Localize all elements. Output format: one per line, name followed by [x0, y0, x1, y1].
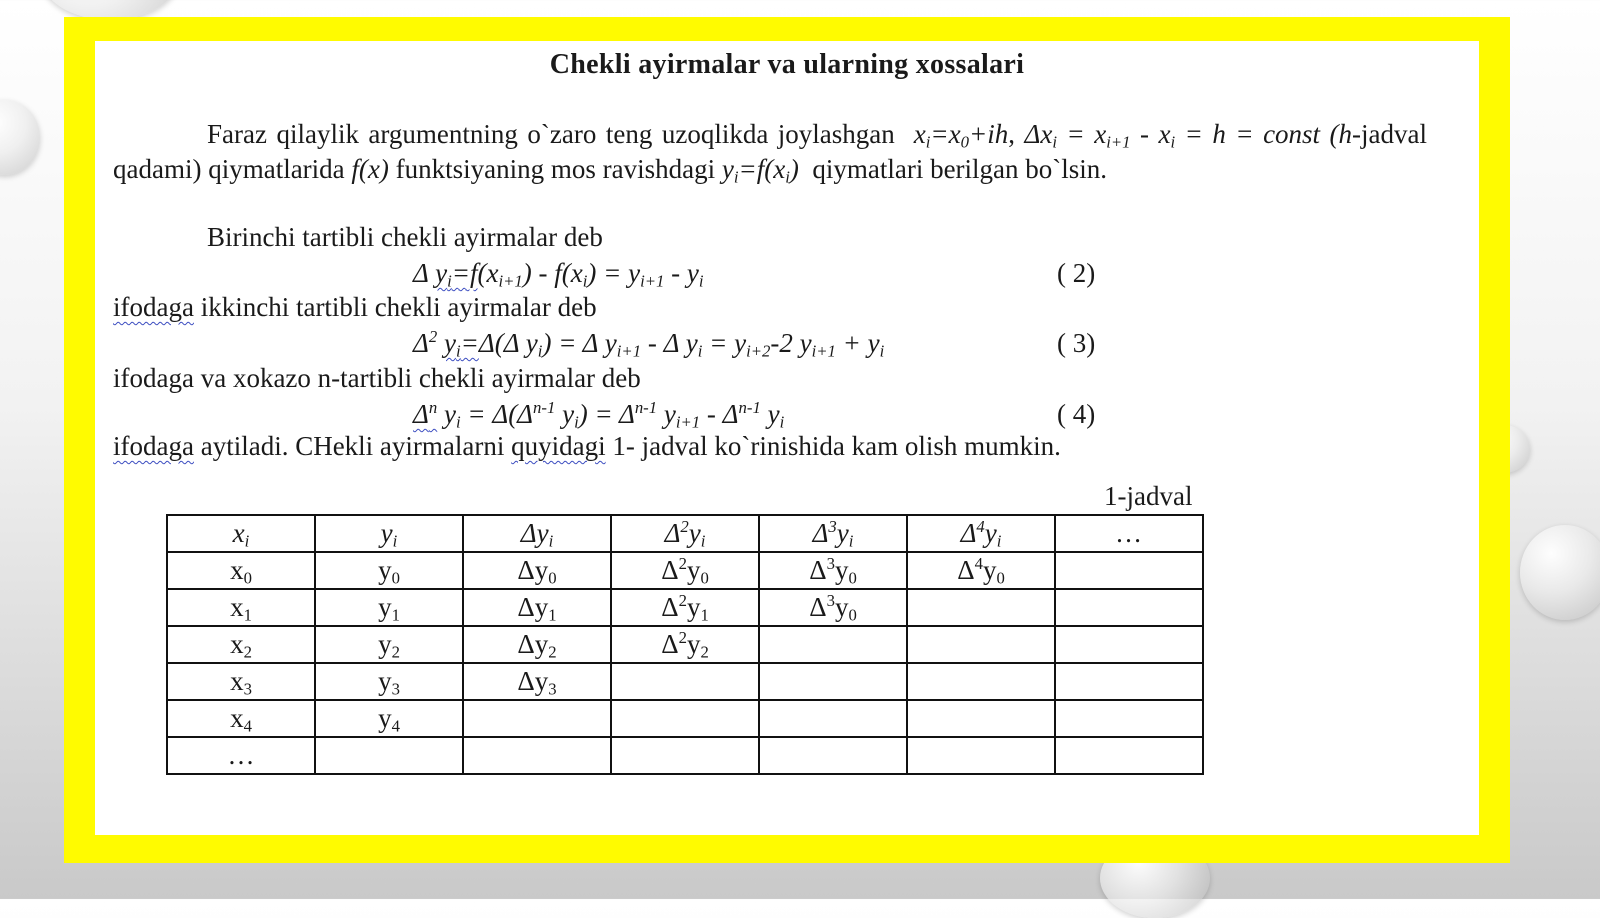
- table-cell: [611, 663, 759, 700]
- table-cell: $\Delta y_1$: [463, 589, 611, 626]
- header-delta3-y: $\Delta^3y_i$: [759, 515, 907, 552]
- table-cell: $y_4$: [315, 700, 463, 737]
- intro-formula-yi: $y_i=f(x_i)$: [721, 154, 799, 187]
- table-cell: [1055, 589, 1203, 626]
- table-cell: $x_0$: [167, 552, 315, 589]
- table-cell: [1055, 737, 1203, 774]
- table-cell: $x_2$: [167, 626, 315, 663]
- table-cell: $\Delta^2y_0$: [611, 552, 759, 589]
- table-cell: $\Delta^3y_0$: [759, 589, 907, 626]
- second-order-line: [113, 292, 597, 323]
- slide-title: Chekli ayirmalar va ularning xossalari: [549, 49, 1025, 80]
- table-cell: [315, 737, 463, 774]
- header-delta2-y: $\Delta^2y_i$: [611, 515, 759, 552]
- formula-second-difference: $\Delta^2$ $y_i=\Delta(\Delta$ $y_i) = \Delta$ $y_{i+1}$ - Δ $y_i = y_{i+2}-2$ $y_{i+1} + y_i$: [413, 326, 885, 361]
- intro-text-const: const (: [1263, 119, 1339, 149]
- table-cell: [1055, 552, 1203, 589]
- slide-content: [95, 41, 1479, 835]
- formula-first-difference: Δ $y_i=f(x_{i+1}) - f(x_i) = y_{i+1} - y_i$: [413, 258, 704, 291]
- table-cell: [759, 663, 907, 700]
- table-body: [167, 552, 1203, 774]
- intro-text-d: funktsiyaning mos ravishdagi: [395, 154, 716, 184]
- table-cell: $\Delta y_2$: [463, 626, 611, 663]
- table-cell: [907, 737, 1055, 774]
- table-cell: [463, 700, 611, 737]
- table-cell: $y_3$: [315, 663, 463, 700]
- intro-text-e: qiymatlari berilgan bo`lsin.: [812, 154, 1108, 184]
- table-cell: $y_2$: [315, 626, 463, 663]
- first-order-text: Birinchi tartibli chekli ayirmalar deb: [207, 222, 603, 252]
- nth-order-text: ifodaga va xokazo n-tartibli chekli ayirmalar deb: [113, 363, 641, 393]
- header-yi: $y_i$: [315, 515, 463, 552]
- table-cell: [907, 663, 1055, 700]
- intro-text-fx: f(x): [351, 154, 389, 184]
- table-row: [167, 626, 1203, 663]
- table-header-row: [167, 515, 1203, 552]
- table-cell: $x_1$: [167, 589, 315, 626]
- header-delta4-y: $\Delta^4y_i$: [907, 515, 1055, 552]
- table-cell: [759, 700, 907, 737]
- table-row: [167, 737, 1203, 774]
- table-cell: [1055, 663, 1203, 700]
- table-cell: [907, 700, 1055, 737]
- header-xi: $x_i$: [167, 515, 315, 552]
- table-cell: $x_3$: [167, 663, 315, 700]
- table-cell: $\Delta^2y_2$: [611, 626, 759, 663]
- intro-formula-x: $x_i=x_0+ih$: [913, 119, 1009, 152]
- table-intro-word-4: 1- jadval ko`rinishida kam olish mumkin.: [612, 431, 1061, 461]
- equation-number-3: ( 3): [1057, 328, 1096, 358]
- table-cell: [611, 737, 759, 774]
- table-cell: $\Delta^4y_0$: [907, 552, 1055, 589]
- table-cell: $y_0$: [315, 552, 463, 589]
- table-cell: [1055, 626, 1203, 663]
- intro-text-a: Faraz qilaylik argumentning o`zaro teng uzoqlikda joylashgan: [207, 119, 895, 149]
- table-cell: $\Delta^2y_1$: [611, 589, 759, 626]
- table-intro-word-2: aytiladi. CHekli ayirmalarni: [200, 431, 505, 461]
- table-cell: $\Delta^3y_0$: [759, 552, 907, 589]
- finite-differences-table: [166, 514, 1204, 775]
- intro-formula-dx: $\Delta x_i = x_{i+1} - x_i = h$ =: [1024, 119, 1254, 152]
- table-cell: [611, 700, 759, 737]
- table-row: [167, 663, 1203, 700]
- table-cell: [759, 626, 907, 663]
- background-bubble: [0, 100, 40, 175]
- table-cell: $x_4$: [167, 700, 315, 737]
- formula-nth-difference: $\Delta^n$ $y_i = \Delta(\Delta^{n-1}$ $y_i) = \Delta^{n-1}$ $y_{i+1} - \Delta^{n-1}$ $y_i$: [413, 397, 785, 432]
- table-cell: [1055, 700, 1203, 737]
- second-order-word: ifodaga: [113, 292, 194, 322]
- table-intro-word-3: quyidagi: [511, 431, 606, 461]
- table-cell: [907, 626, 1055, 663]
- intro-text-h: h: [1338, 119, 1353, 149]
- intro-paragraph: Faraz qilaylik argumentning o`zaro teng uzoqlikda joylashgan $x_i=x_0+ih$, $\Delta x_i = x_{i+1} - x_i = h$ = const (h-jadval qadami) qiymatlarida f(x) funktsiyaning mos ravishdagi $y_i=f(x_i)$ qiymatlari berilgan bo`lsin.: [113, 119, 1428, 187]
- intro-text-c: -jadval qadami) qiymatlarida: [113, 119, 1428, 184]
- header-delta-y: $\Delta y_i$: [463, 515, 611, 552]
- table-cell: $\Delta y_3$: [463, 663, 611, 700]
- table-cell: …: [167, 737, 315, 774]
- table-row: [167, 552, 1203, 589]
- table-cell: [907, 589, 1055, 626]
- table-row: [167, 700, 1203, 737]
- equation-number-2: ( 2): [1057, 258, 1096, 288]
- table-cell: $\Delta y_0$: [463, 552, 611, 589]
- table-intro-word-1: ifodaga: [113, 431, 194, 461]
- table-caption: 1-jadval: [1104, 481, 1193, 511]
- table-row: [167, 589, 1203, 626]
- table-cell: $y_1$: [315, 589, 463, 626]
- table-intro-line: [113, 431, 1061, 462]
- header-ellipsis: …: [1055, 515, 1203, 552]
- second-order-text: ikkinchi tartibli chekli ayirmalar deb: [200, 292, 597, 322]
- background-bubble: [1520, 525, 1600, 620]
- equation-number-4: ( 4): [1057, 399, 1096, 429]
- table-cell: [759, 737, 907, 774]
- table-cell: [463, 737, 611, 774]
